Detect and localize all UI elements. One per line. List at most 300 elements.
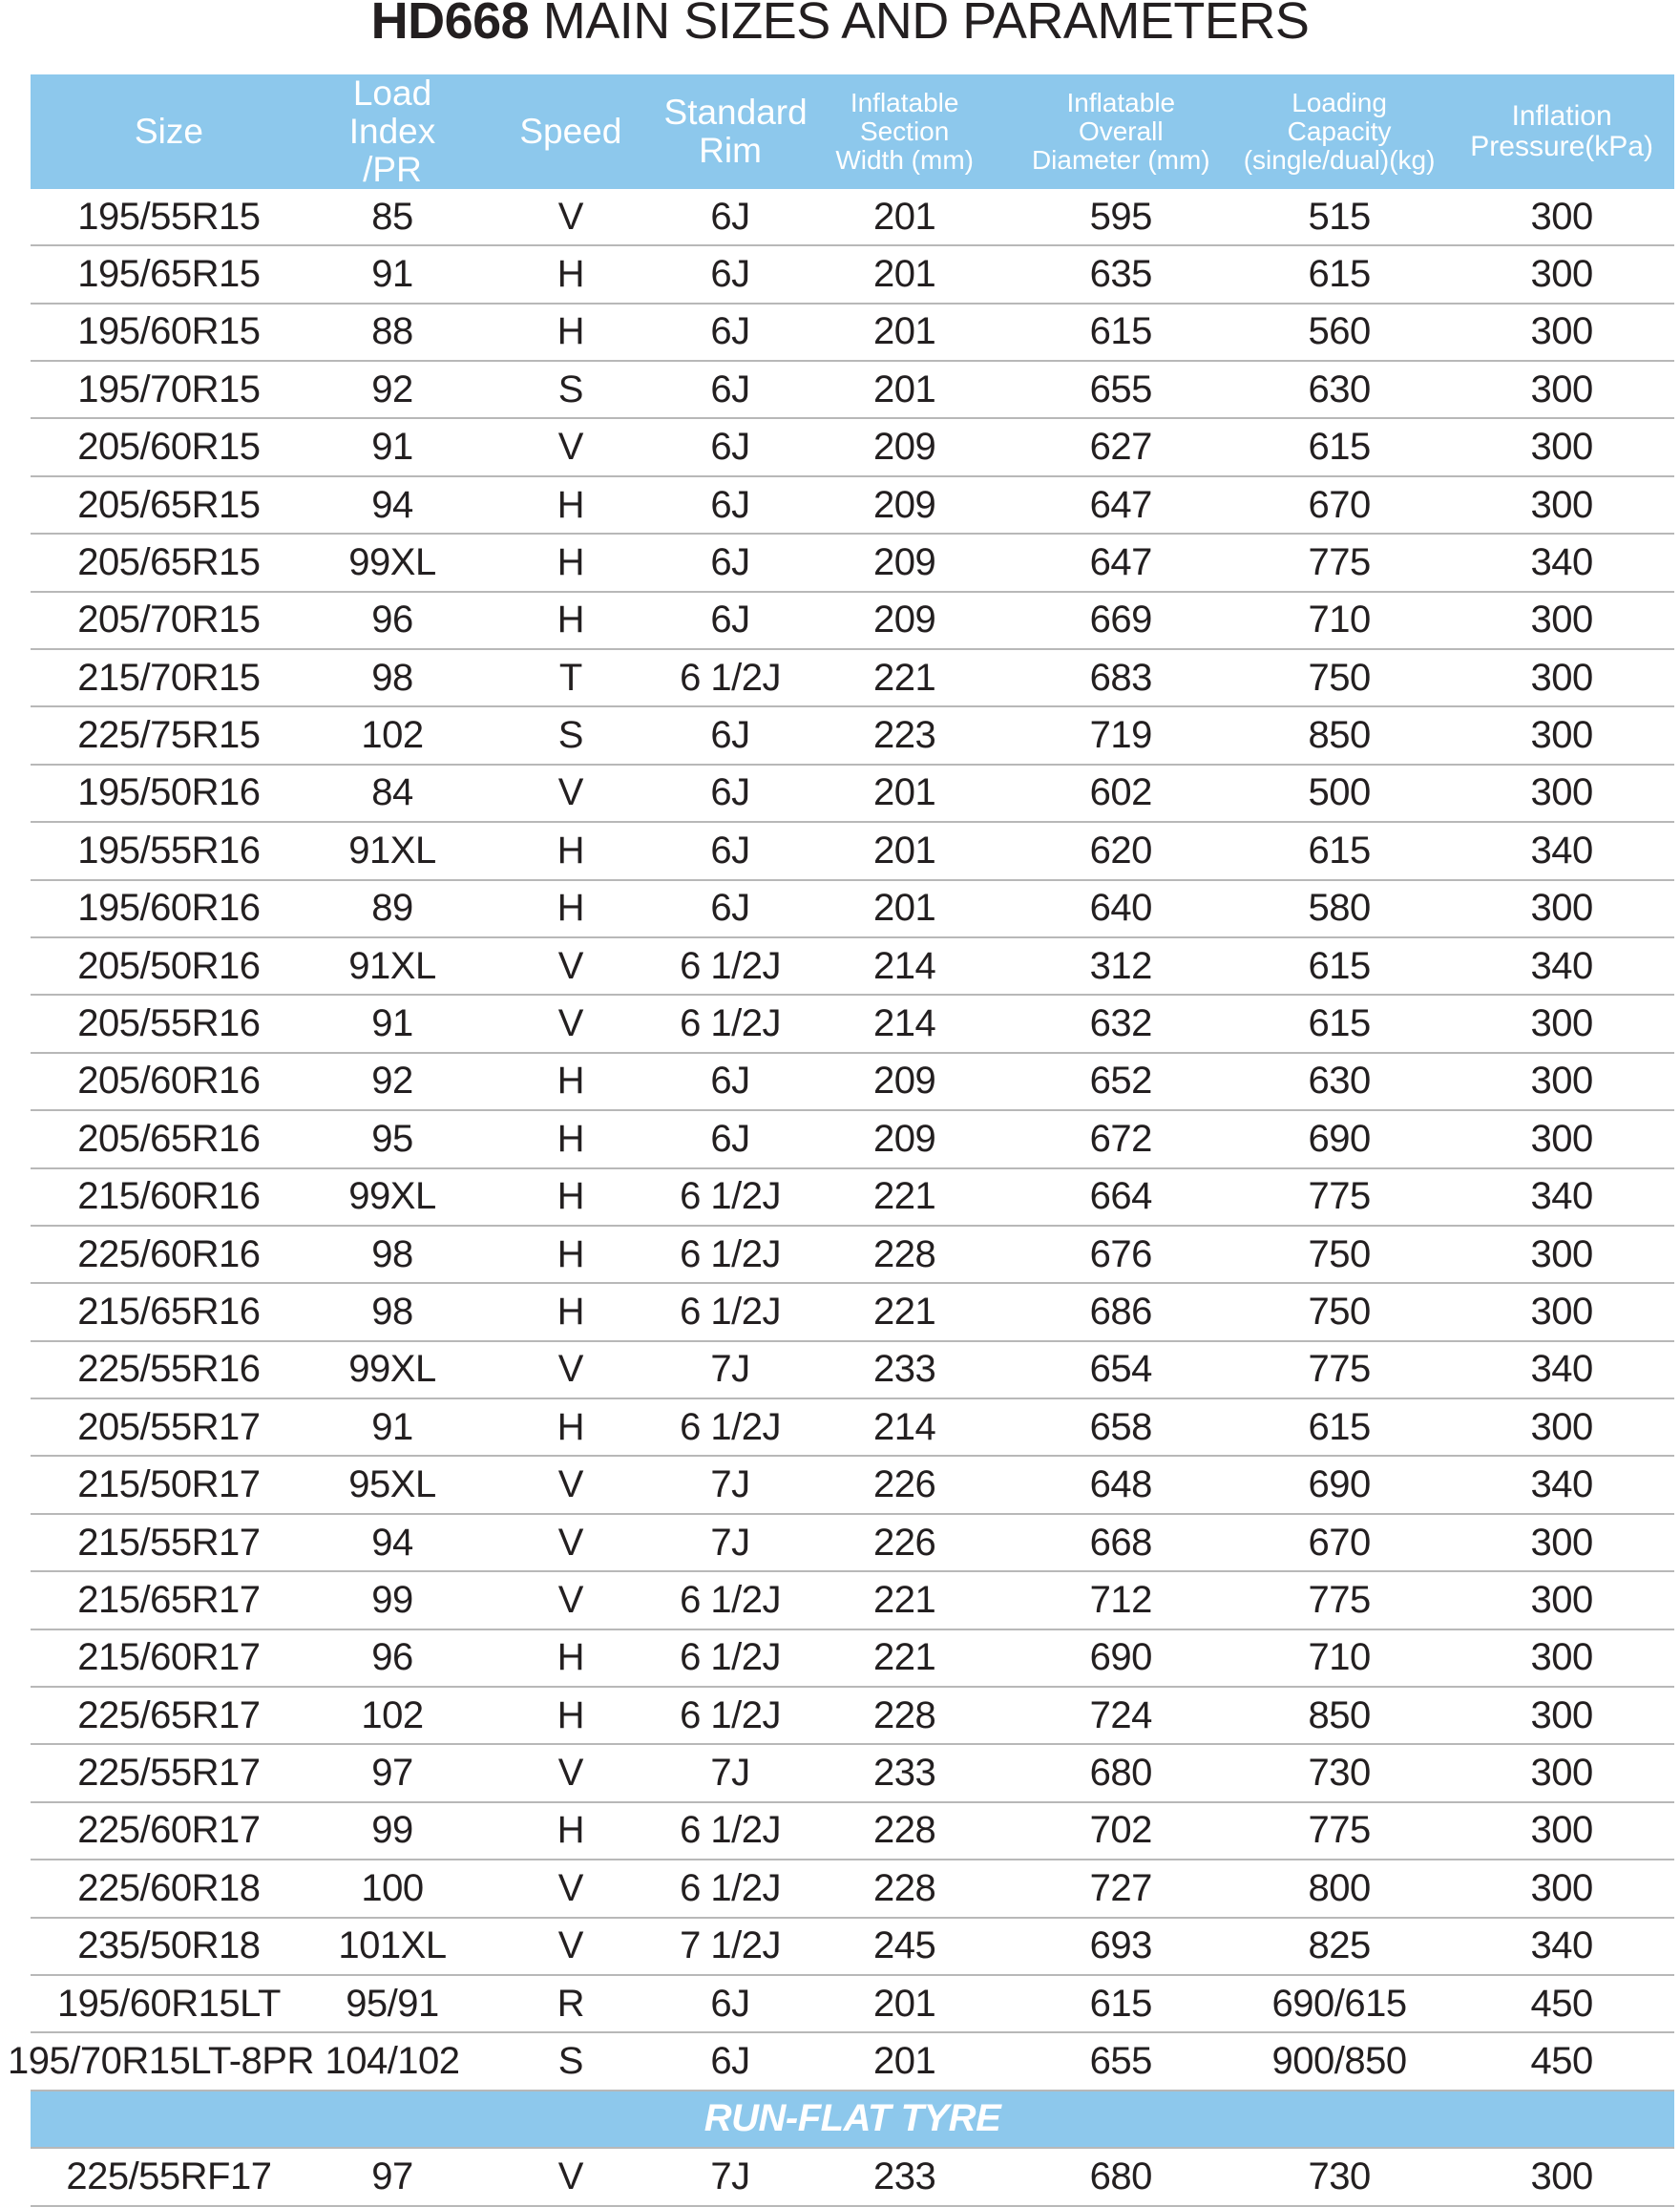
cell-load-index: 91XL — [307, 822, 477, 879]
cell-loading-capacity: 630 — [1229, 1053, 1449, 1110]
cell-standard-rim: 6J — [664, 765, 797, 822]
cell-load-index: 88 — [307, 304, 477, 361]
cell-size — [31, 1341, 307, 1398]
title-text: MAIN SIZES AND PARAMETERS — [529, 0, 1310, 50]
cell-size — [31, 418, 307, 475]
cell-section-width: 221 — [797, 1571, 1013, 1629]
header-size-label: Size — [134, 111, 203, 151]
cell-overall-diameter: 727 — [1013, 1860, 1229, 1917]
cell-load-index: 84 — [307, 765, 477, 822]
cell-load-index: 91 — [307, 418, 477, 475]
size-value: 205/65R16 — [77, 1117, 261, 1160]
cell-load-index: 95 — [307, 1110, 477, 1167]
cell-inflation-pressure: 340 — [1449, 1341, 1674, 1398]
cell-overall-diameter: 658 — [1013, 1398, 1229, 1456]
cell-loading-capacity: 580 — [1229, 880, 1449, 937]
cell-speed: H — [477, 1283, 663, 1340]
cell-speed: S — [477, 2032, 663, 2090]
cell-load-index: 85 — [307, 189, 477, 245]
cell-load-index: 91 — [307, 995, 477, 1052]
table-row — [31, 1283, 1674, 1340]
cell-speed: H — [477, 1687, 663, 1744]
cell-standard-rim: 7 1/2J — [664, 1918, 797, 1975]
cell-loading-capacity: 670 — [1229, 1514, 1449, 1571]
cell-section-width: 201 — [797, 822, 1013, 879]
cell-inflation-pressure: 300 — [1449, 1744, 1674, 1801]
cell-section-width: 209 — [797, 418, 1013, 475]
header-width-line2: Section — [859, 116, 950, 146]
cell-standard-rim: 6 1/2J — [664, 995, 797, 1052]
table-row — [31, 304, 1674, 361]
cell-overall-diameter: 712 — [1013, 1571, 1229, 1629]
cell-size — [31, 1744, 307, 1801]
cell-size — [31, 1514, 307, 1571]
cell-section-width: 221 — [797, 649, 1013, 706]
size-value: 225/75R15 — [77, 714, 261, 757]
cell-standard-rim: 6 1/2J — [664, 1226, 797, 1283]
cell-size — [31, 706, 307, 764]
cell-size — [31, 1629, 307, 1687]
cell-size — [31, 245, 307, 303]
cell-load-index: 98 — [307, 1226, 477, 1283]
cell-load-index: 98 — [307, 649, 477, 706]
table-row — [31, 880, 1674, 937]
cell-loading-capacity: 710 — [1229, 1629, 1449, 1687]
cell-loading-capacity: 775 — [1229, 534, 1449, 591]
cell-size — [31, 1168, 307, 1226]
cell-overall-diameter: 312 — [1013, 937, 1229, 995]
size-value: 205/60R16 — [77, 1060, 261, 1103]
cell-inflation-pressure: 300 — [1449, 1283, 1674, 1340]
cell-loading-capacity: 800 — [1229, 1860, 1449, 1917]
cell-inflation-pressure: 340 — [1449, 1918, 1674, 1975]
header-load-index — [307, 74, 477, 189]
table-row — [31, 1053, 1674, 1110]
cell-speed: H — [477, 245, 663, 303]
cell-standard-rim: 6J — [664, 304, 797, 361]
header-loading-capacity — [1229, 74, 1449, 189]
cell-loading-capacity: 615 — [1229, 995, 1449, 1052]
cell-overall-diameter: 669 — [1013, 592, 1229, 649]
size-value: 205/70R15 — [77, 599, 261, 641]
cell-section-width: 221 — [797, 1629, 1013, 1687]
cell-loading-capacity: 515 — [1229, 189, 1449, 245]
cell-speed: S — [477, 706, 663, 764]
cell-load-index: 101XL — [307, 1918, 477, 1975]
table-body — [8, 189, 1674, 2206]
cell-standard-rim: 6J — [664, 706, 797, 764]
table-row — [31, 1687, 1674, 1744]
table-row — [31, 1398, 1674, 1456]
cell-loading-capacity: 615 — [1229, 1398, 1449, 1456]
cell-size — [31, 1398, 307, 1456]
cell-section-width: 221 — [797, 1283, 1013, 1340]
cell-inflation-pressure: 300 — [1449, 2148, 1674, 2205]
cell-loading-capacity: 775 — [1229, 1168, 1449, 1226]
header-rim-line1: Standard — [663, 92, 808, 132]
table-row — [31, 534, 1674, 591]
cell-size — [31, 2148, 307, 2205]
cell-speed: H — [477, 822, 663, 879]
size-value: 205/50R16 — [77, 944, 261, 987]
cell-loading-capacity: 560 — [1229, 304, 1449, 361]
size-value: 215/55R17 — [77, 1521, 261, 1564]
cell-loading-capacity: 775 — [1229, 1802, 1449, 1860]
cell-inflation-pressure: 300 — [1449, 880, 1674, 937]
table-row — [31, 995, 1674, 1052]
cell-standard-rim: 7J — [664, 1744, 797, 1801]
cell-inflation-pressure: 300 — [1449, 476, 1674, 534]
size-value: 235/50R18 — [77, 1924, 261, 1967]
header-load-line1: Load Index — [348, 74, 436, 151]
header-section-width — [797, 74, 1013, 189]
size-value: 215/65R17 — [77, 1578, 261, 1621]
cell-section-width: 201 — [797, 1975, 1013, 2032]
cell-section-width: 201 — [797, 765, 1013, 822]
header-press-line1: Inflation — [1511, 99, 1612, 132]
cell-speed: V — [477, 1918, 663, 1975]
cell-standard-rim: 6J — [664, 1975, 797, 2032]
cell-speed: H — [477, 304, 663, 361]
cell-load-index: 99XL — [307, 1168, 477, 1226]
cell-overall-diameter: 672 — [1013, 1110, 1229, 1167]
cell-section-width: 201 — [797, 361, 1013, 418]
cell-overall-diameter: 652 — [1013, 1053, 1229, 1110]
cell-load-index: 100 — [307, 1860, 477, 1917]
cell-inflation-pressure: 300 — [1449, 189, 1674, 245]
cell-loading-capacity: 775 — [1229, 1341, 1449, 1398]
size-value: 195/55R16 — [77, 829, 261, 872]
header-width-line1: Inflatable — [850, 87, 959, 117]
cell-size — [31, 822, 307, 879]
cell-speed: H — [477, 880, 663, 937]
table-row — [31, 1860, 1674, 1917]
cell-loading-capacity: 615 — [1229, 418, 1449, 475]
cell-standard-rim: 6J — [664, 2032, 797, 2090]
cell-section-width: 209 — [797, 1053, 1013, 1110]
header-overall-diameter — [1013, 74, 1229, 189]
cell-inflation-pressure: 300 — [1449, 995, 1674, 1052]
table-row — [31, 765, 1674, 822]
cell-size — [31, 765, 307, 822]
cell-size — [31, 1456, 307, 1513]
table-row — [31, 822, 1674, 879]
size-value: 225/55R16 — [77, 1348, 261, 1391]
table-row — [31, 592, 1674, 649]
table-row — [31, 1168, 1674, 1226]
cell-overall-diameter: 683 — [1013, 649, 1229, 706]
cell-speed: V — [477, 995, 663, 1052]
cell-loading-capacity: 690 — [1229, 1110, 1449, 1167]
cell-loading-capacity: 750 — [1229, 649, 1449, 706]
cell-overall-diameter: 615 — [1013, 1975, 1229, 2032]
size-value: 225/55RF17 — [66, 2154, 272, 2197]
table-row — [31, 1341, 1674, 1398]
table-row — [31, 418, 1674, 475]
cell-section-width: 233 — [797, 1341, 1013, 1398]
cell-overall-diameter: 632 — [1013, 995, 1229, 1052]
cell-section-width: 226 — [797, 1456, 1013, 1513]
size-value: 195/60R16 — [77, 887, 261, 930]
cell-speed: H — [477, 476, 663, 534]
size-value: 195/70R15LT-8PR — [8, 2040, 314, 2083]
cell-section-width: 214 — [797, 1398, 1013, 1456]
cell-size — [31, 1283, 307, 1340]
cell-section-width: 228 — [797, 1226, 1013, 1283]
cell-speed: H — [477, 1802, 663, 1860]
cell-size — [31, 1110, 307, 1167]
cell-load-index: 97 — [307, 1744, 477, 1801]
cell-overall-diameter: 627 — [1013, 418, 1229, 475]
header-inflation-pressure — [1449, 74, 1674, 189]
cell-inflation-pressure: 300 — [1449, 1053, 1674, 1110]
cell-standard-rim: 6J — [664, 418, 797, 475]
table-row — [31, 706, 1674, 764]
size-parameters-table — [8, 74, 1674, 2207]
cell-overall-diameter: 724 — [1013, 1687, 1229, 1744]
cell-speed: V — [477, 765, 663, 822]
table-row — [31, 361, 1674, 418]
cell-overall-diameter: 680 — [1013, 2148, 1229, 2205]
cell-standard-rim: 7J — [664, 1456, 797, 1513]
cell-standard-rim: 6J — [664, 822, 797, 879]
cell-speed: V — [477, 189, 663, 245]
cell-load-index: 102 — [307, 1687, 477, 1744]
cell-standard-rim: 6J — [664, 476, 797, 534]
cell-load-index: 99 — [307, 1571, 477, 1629]
cell-speed: V — [477, 1860, 663, 1917]
cell-speed: V — [477, 2148, 663, 2205]
cell-speed: V — [477, 1456, 663, 1513]
run-flat-label: RUN-FLAT TYRE — [31, 2091, 1674, 2148]
table-row — [31, 1629, 1674, 1687]
header-size — [31, 74, 307, 189]
cell-standard-rim: 6J — [664, 361, 797, 418]
size-value: 195/55R15 — [77, 195, 261, 238]
table-row — [31, 1802, 1674, 1860]
cell-inflation-pressure: 300 — [1449, 706, 1674, 764]
cell-overall-diameter: 640 — [1013, 880, 1229, 937]
cell-inflation-pressure: 340 — [1449, 1168, 1674, 1226]
size-value: 195/65R15 — [77, 252, 261, 295]
cell-overall-diameter: 680 — [1013, 1744, 1229, 1801]
cell-standard-rim: 6J — [664, 245, 797, 303]
cell-load-index: 91 — [307, 245, 477, 303]
size-value: 195/50R16 — [77, 771, 261, 814]
cell-speed: V — [477, 1341, 663, 1398]
cell-load-index: 92 — [307, 361, 477, 418]
header-diam-line2: Overall — [1078, 116, 1164, 146]
table-row — [31, 1456, 1674, 1513]
table-row — [31, 937, 1674, 995]
header-cap-line3: (single/dual)(kg) — [1243, 145, 1436, 176]
cell-size — [31, 592, 307, 649]
size-value: 195/60R15 — [77, 310, 261, 353]
cell-speed: V — [477, 1514, 663, 1571]
cell-standard-rim: 6 1/2J — [664, 1860, 797, 1917]
cell-inflation-pressure: 300 — [1449, 1860, 1674, 1917]
size-value: 225/60R16 — [77, 1232, 261, 1275]
cell-load-index: 96 — [307, 592, 477, 649]
cell-section-width: 214 — [797, 995, 1013, 1052]
cell-standard-rim: 6 1/2J — [664, 1802, 797, 1860]
cell-load-index: 94 — [307, 1514, 477, 1571]
cell-size — [31, 1053, 307, 1110]
cell-load-index: 89 — [307, 880, 477, 937]
cell-size — [31, 361, 307, 418]
cell-load-index: 99 — [307, 1802, 477, 1860]
cell-overall-diameter: 655 — [1013, 2032, 1229, 2090]
size-value: 205/55R16 — [77, 1002, 261, 1045]
cell-inflation-pressure: 300 — [1449, 1687, 1674, 1744]
cell-section-width: 201 — [797, 245, 1013, 303]
cell-overall-diameter: 602 — [1013, 765, 1229, 822]
cell-section-width: 201 — [797, 880, 1013, 937]
header-rim-line2: Rim — [699, 130, 762, 170]
header-row — [31, 74, 1674, 189]
cell-speed: H — [477, 1168, 663, 1226]
cell-loading-capacity: 615 — [1229, 937, 1449, 995]
size-value: 205/65R15 — [77, 540, 261, 583]
cell-speed: H — [477, 1398, 663, 1456]
cell-size — [31, 1975, 307, 2032]
cell-inflation-pressure: 300 — [1449, 1398, 1674, 1456]
cell-loading-capacity: 670 — [1229, 476, 1449, 534]
table-header — [31, 74, 1674, 189]
header-diam-line3: Diameter (mm) — [1031, 145, 1210, 176]
header-press-line2: Pressure(kPa) — [1470, 130, 1653, 162]
size-value: 215/60R16 — [77, 1175, 261, 1218]
cell-overall-diameter: 635 — [1013, 245, 1229, 303]
cell-speed: T — [477, 649, 663, 706]
table-row — [31, 1571, 1674, 1629]
cell-loading-capacity: 730 — [1229, 1744, 1449, 1801]
cell-section-width: 226 — [797, 1514, 1013, 1571]
cell-loading-capacity: 850 — [1229, 1687, 1449, 1744]
cell-inflation-pressure: 300 — [1449, 1571, 1674, 1629]
cell-section-width: 228 — [797, 1687, 1013, 1744]
cell-standard-rim: 6 1/2J — [664, 937, 797, 995]
cell-overall-diameter: 655 — [1013, 361, 1229, 418]
cell-size — [31, 937, 307, 995]
cell-standard-rim: 6 1/2J — [664, 1168, 797, 1226]
cell-section-width: 233 — [797, 2148, 1013, 2205]
size-value: 225/60R18 — [77, 1866, 261, 1909]
cell-speed: H — [477, 1053, 663, 1110]
cell-overall-diameter: 647 — [1013, 476, 1229, 534]
cell-size — [31, 1687, 307, 1744]
cell-speed: V — [477, 1744, 663, 1801]
cell-speed: H — [477, 592, 663, 649]
cell-inflation-pressure: 300 — [1449, 649, 1674, 706]
cell-overall-diameter: 690 — [1013, 1629, 1229, 1687]
cell-size — [31, 1918, 307, 1975]
size-value: 215/60R17 — [77, 1636, 261, 1679]
cell-size — [31, 880, 307, 937]
cell-load-index: 91 — [307, 1398, 477, 1456]
table-row — [31, 1918, 1674, 1975]
cell-section-width: 209 — [797, 592, 1013, 649]
cell-overall-diameter: 595 — [1013, 189, 1229, 245]
cell-section-width: 233 — [797, 1744, 1013, 1801]
cell-load-index: 99XL — [307, 1341, 477, 1398]
cell-inflation-pressure: 300 — [1449, 592, 1674, 649]
cell-section-width: 228 — [797, 1802, 1013, 1860]
cell-loading-capacity: 690/615 — [1229, 1975, 1449, 2032]
size-value: 225/55R17 — [77, 1752, 261, 1795]
cell-standard-rim: 6 1/2J — [664, 649, 797, 706]
cell-inflation-pressure: 300 — [1449, 1802, 1674, 1860]
cell-load-index: 96 — [307, 1629, 477, 1687]
cell-speed: V — [477, 1571, 663, 1629]
cell-standard-rim: 6 1/2J — [664, 1687, 797, 1744]
cell-load-index: 98 — [307, 1283, 477, 1340]
cell-standard-rim: 6 1/2J — [664, 1398, 797, 1456]
cell-overall-diameter: 654 — [1013, 1341, 1229, 1398]
cell-overall-diameter: 648 — [1013, 1456, 1229, 1513]
table-row — [31, 1226, 1674, 1283]
cell-inflation-pressure: 300 — [1449, 304, 1674, 361]
header-diam-line1: Inflatable — [1066, 87, 1176, 117]
cell-section-width: 201 — [797, 2032, 1013, 2090]
run-flat-row — [31, 2148, 1674, 2205]
cell-standard-rim: 6J — [664, 189, 797, 245]
cell-speed: V — [477, 937, 663, 995]
cell-inflation-pressure: 300 — [1449, 765, 1674, 822]
cell-overall-diameter: 702 — [1013, 1802, 1229, 1860]
cell-loading-capacity: 750 — [1229, 1283, 1449, 1340]
header-speed — [477, 74, 663, 189]
cell-standard-rim: 6J — [664, 1053, 797, 1110]
header-speed-label: Speed — [519, 111, 622, 151]
cell-section-width: 209 — [797, 534, 1013, 591]
header-cap-line1: Loading — [1292, 87, 1387, 117]
cell-size — [31, 649, 307, 706]
table-row — [31, 1975, 1674, 2032]
table-row — [31, 1514, 1674, 1571]
cell-inflation-pressure: 340 — [1449, 534, 1674, 591]
cell-load-index: 95/91 — [307, 1975, 477, 2032]
size-value: 195/60R15LT — [56, 1982, 281, 2025]
cell-overall-diameter: 693 — [1013, 1918, 1229, 1975]
size-value: 205/65R15 — [77, 483, 261, 526]
cell-overall-diameter: 719 — [1013, 706, 1229, 764]
cell-size — [31, 1571, 307, 1629]
cell-overall-diameter: 615 — [1013, 304, 1229, 361]
cell-size — [31, 995, 307, 1052]
table-row — [31, 476, 1674, 534]
cell-section-width: 209 — [797, 476, 1013, 534]
cell-loading-capacity: 775 — [1229, 1571, 1449, 1629]
cell-size — [8, 2032, 314, 2090]
cell-loading-capacity: 615 — [1229, 822, 1449, 879]
cell-size — [31, 1226, 307, 1283]
cell-loading-capacity: 615 — [1229, 245, 1449, 303]
cell-inflation-pressure: 340 — [1449, 937, 1674, 995]
cell-inflation-pressure: 300 — [1449, 245, 1674, 303]
cell-loading-capacity: 500 — [1229, 765, 1449, 822]
cell-speed: S — [477, 361, 663, 418]
cell-speed: H — [477, 1110, 663, 1167]
table-row — [31, 245, 1674, 303]
header-cap-line2: Capacity — [1287, 116, 1392, 146]
size-value: 205/60R15 — [77, 426, 261, 469]
cell-size — [31, 189, 307, 245]
cell-load-index: 95XL — [307, 1456, 477, 1513]
cell-loading-capacity: 730 — [1229, 2148, 1449, 2205]
size-value: 225/60R17 — [77, 1809, 261, 1852]
cell-inflation-pressure: 300 — [1449, 361, 1674, 418]
